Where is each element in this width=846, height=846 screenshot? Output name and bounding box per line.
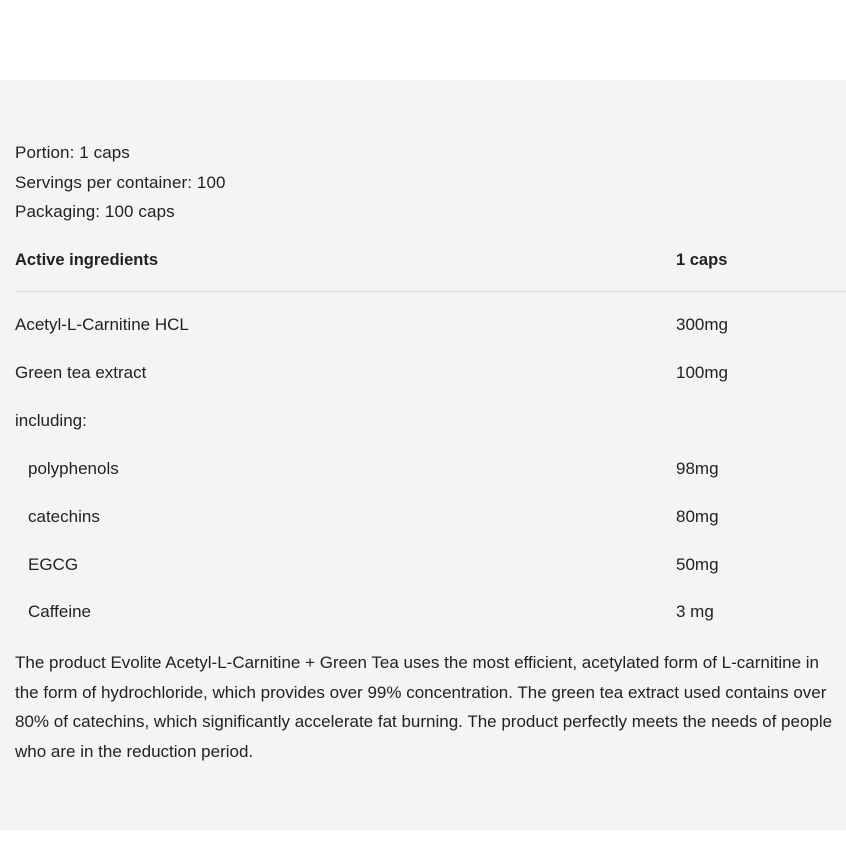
ingredient-name: Green tea extract — [15, 363, 147, 382]
table-row — [15, 411, 846, 431]
ingredient-amount: 80mg — [676, 507, 719, 526]
ingredient-name: catechins — [28, 507, 100, 526]
description-line: The product Evolite Acetyl-L-Carnitine + Green Tea uses the most efficient, acetylated form of L-carnitine in — [15, 653, 819, 672]
ingredient-amount: 50mg — [676, 555, 719, 574]
ingredient-name: polyphenols — [28, 459, 119, 478]
product-description — [15, 648, 846, 767]
product-specification-panel — [0, 80, 846, 830]
packaging-text: Packaging: 100 caps — [15, 202, 175, 221]
description-line: the form of hydrochloride, which provides over 99% concentration. The green tea extract used contains over — [15, 682, 827, 702]
ingredient-amount: 300mg — [676, 315, 728, 334]
header-ingredients-label: Active ingredients — [15, 251, 159, 269]
ingredients-table-header — [15, 250, 846, 270]
ingredient-name: Acetyl-L-Carnitine HCL — [15, 315, 189, 334]
table-row — [15, 602, 846, 622]
ingredient-name: including: — [15, 411, 87, 430]
table-divider — [15, 291, 846, 292]
portion-text: Portion: 1 caps — [15, 143, 130, 162]
ingredient-amount: 98mg — [676, 459, 719, 478]
table-row — [15, 459, 846, 479]
table-row — [15, 315, 846, 335]
table-row — [15, 363, 846, 383]
ingredient-name: Caffeine — [28, 602, 92, 621]
description-line: 80% of catechins, which significantly accelerate fat burning. The product perfectly meets the needs of people — [15, 712, 833, 732]
table-row — [15, 507, 846, 527]
table-row — [15, 555, 846, 575]
ingredient-name: EGCG — [28, 555, 79, 574]
ingredient-amount: 3 mg — [676, 602, 714, 621]
header-amount-label: 1 caps — [676, 251, 728, 269]
ingredient-amount: 100mg — [676, 363, 728, 382]
description-line: who are in the reduction period. — [15, 742, 254, 762]
servings-text: Servings per container: 100 — [15, 173, 226, 192]
